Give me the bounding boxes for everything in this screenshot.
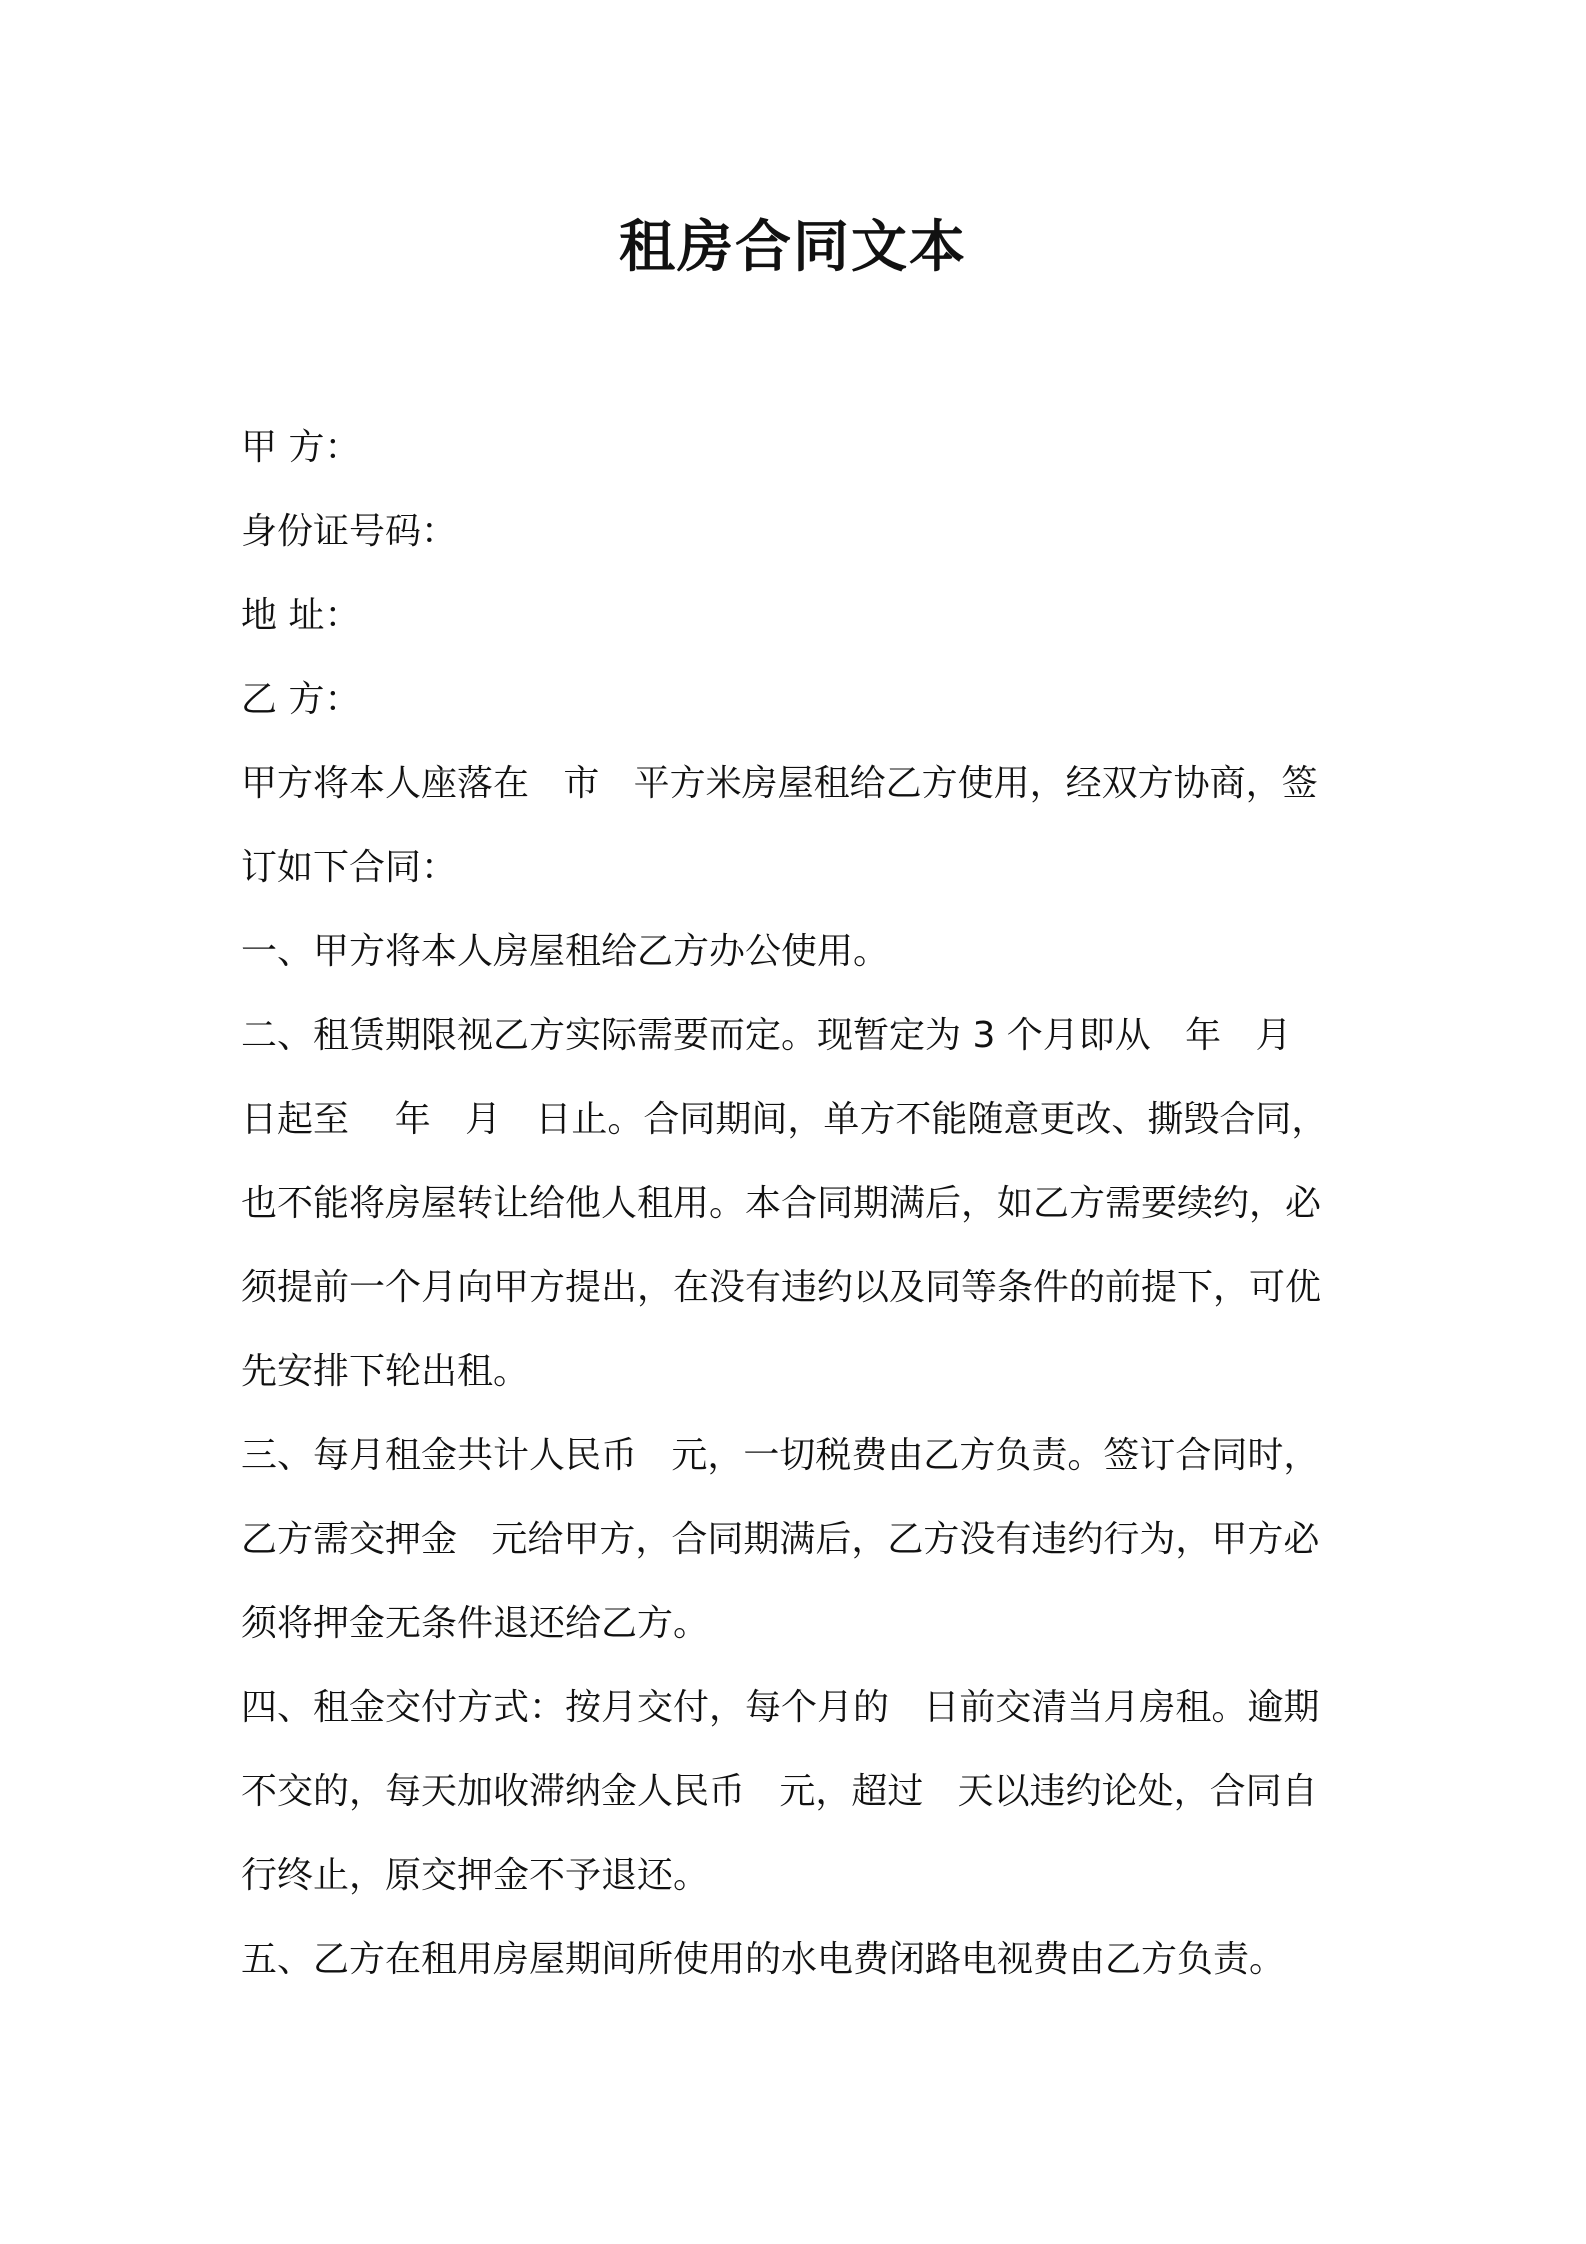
clause-1-line-1: 一、甲方将本人房屋租给乙方办公使用。: [241, 931, 890, 972]
address-line: 地 址：: [241, 595, 361, 636]
clause-2-line-5: 先安排下轮出租。: [241, 1351, 530, 1392]
clause-4-line-2: 不交的，每天加收滞纳金人民币 元，超过 天以违约论处，合同自: [241, 1771, 1318, 1812]
clause-2-line-4: 须提前一个月向甲方提出，在没有违约以及同等条件的前提下，可优: [241, 1267, 1322, 1308]
clause-3-line-3: 须将押金无条件退还给乙方。: [241, 1603, 710, 1644]
id-number-line: 身份证号码：: [241, 511, 458, 552]
document-title: 租房合同文本: [619, 215, 967, 280]
intro-line-1: 甲方将本人座落在 市 平方米房屋租给乙方使用，经双方协商，签: [241, 763, 1318, 804]
clause-5-line-1: 五、乙方在租用房屋期间所使用的水电费闭路电视费由乙方负责。: [241, 1939, 1286, 1980]
party-b-line: 乙 方：: [241, 679, 361, 720]
clause-3-line-1: 三、每月租金共计人民币 元，一切税费由乙方负责。签订合同时，: [241, 1435, 1320, 1476]
clause-2-line-3: 也不能将房屋转让给他人租用。本合同期满后，如乙方需要续约，必: [241, 1183, 1322, 1224]
contract-body: [241, 406, 1361, 2002]
clause-2-line-1: 二、租赁期限视乙方实际需要而定。现暂定为 3 个月即从 年 月: [241, 1015, 1292, 1056]
clause-4-line-1: 四、租金交付方式：按月交付，每个月的 日前交清当月房租。逾期: [241, 1687, 1320, 1728]
clause-2-line-2: 日起至 年 月 日止。合同期间，单方不能随意更改、撕毁合同，: [241, 1099, 1328, 1140]
intro-line-2: 订如下合同：: [241, 847, 458, 888]
party-a-line: 甲 方：: [241, 427, 361, 468]
clause-4-line-3: 行终止，原交押金不予退还。: [241, 1855, 710, 1896]
clause-3-line-2: 乙方需交押金 元给甲方，合同期满后，乙方没有违约行为，甲方必: [241, 1519, 1320, 1560]
